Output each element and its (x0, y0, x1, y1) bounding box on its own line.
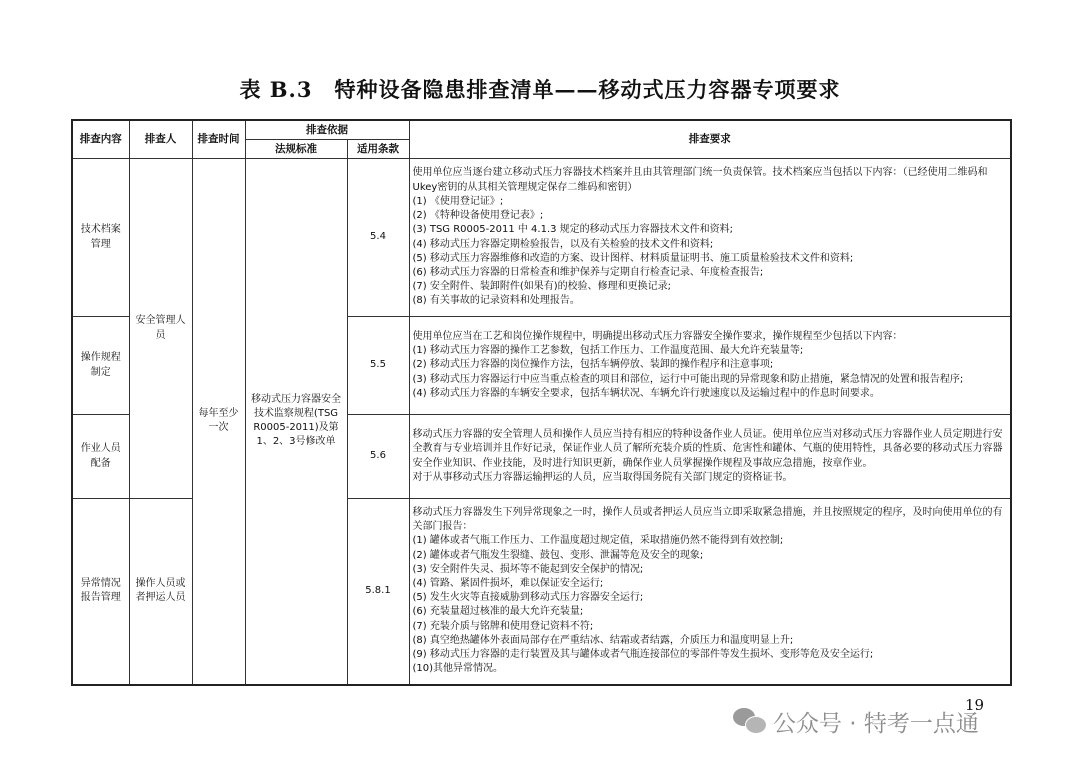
req-line: 对于从事移动式压力容器运输押运的人员，应当取得国务院有关部门规定的资格证书。 (412, 471, 793, 483)
req-line: 使用单位应当逐台建立移动式压力容器技术档案并且由其管理部门统一负责保管。技术档案应当包括以下内容：（已经使用二维码和Ukey密钥的从其相关管理规定保存二维码和密钥） (412, 167, 988, 193)
page-title: 表 B.3 特种设备隐患排查清单——移动式压力容器专项要求 (239, 77, 841, 102)
row-clause: 5.4 (347, 159, 409, 317)
row-requirement (409, 415, 1011, 499)
table-row (72, 159, 1011, 317)
row-content: 技术档案管理 (72, 159, 129, 317)
header-person: 排查人 (129, 120, 192, 159)
req-line: 移动式压力容器发生下列异常现象之一时，操作人员或者押运人员应当立即采取紧急措施，并且按照规定的程序，及时向使用单位的有关部门报告： (412, 507, 1003, 533)
row-requirement (409, 317, 1011, 415)
req-line: (1) 《使用登记证》; (412, 195, 504, 207)
row-regulation: 移动式压力容器安全技术监察规程(TSG R0005-2011)及第1、2、3号修改单 (245, 159, 347, 685)
row-content: 异常情况报告管理 (72, 499, 129, 685)
header-content: 排查内容 (72, 120, 129, 159)
row-requirement (409, 159, 1011, 317)
req-line: (6) 充装量超过核准的最大允许充装量; (412, 606, 584, 618)
row-clause: 5.5 (347, 317, 409, 415)
req-line: (1) 移动式压力容器的操作工艺参数，包括工作压力、工作温度范围、最大允许充装量等; (412, 345, 804, 357)
req-line: (7) 充装介质与铭牌和使用登记资料不符; (412, 620, 594, 632)
req-line: (9) 移动式压力容器的走行装置及其与罐体或者气瓶连接部位的零部件等发生损坏、变形等危及安全运行; (412, 649, 874, 661)
req-line: (10)其他异常情况。 (412, 663, 504, 675)
req-line: (8) 真空绝热罐体外表面局部存在严重结冰、结霜或者结露，介质压力和温度明显上升; (412, 634, 794, 646)
header-time: 排查时间 (192, 120, 245, 159)
header-regulation: 法规标准 (245, 140, 347, 159)
wechat-icon (733, 706, 767, 736)
watermark-text: 公众号 · 特考一点通 (773, 710, 979, 737)
req-line: (3) 安全附件失灵、损坏等不能起到安全保护的情况; (412, 563, 644, 575)
req-line: (4) 移动式压力容器定期检验报告，以及有关检验的技术文件和资料; (412, 238, 714, 250)
hazard-checklist-table (71, 119, 1012, 686)
page-number: 19 (965, 696, 985, 714)
header-requirement: 排查要求 (409, 120, 1011, 159)
req-line: (7) 安全附件、装卸附件(如果有)的校验、修理和更换记录; (412, 281, 672, 293)
watermark (733, 703, 979, 739)
req-line: (5) 发生火灾等直接威胁到移动式压力容器安全运行; (412, 592, 644, 604)
req-line: (2) 罐体或者气瓶发生裂缝、鼓包、变形、泄漏等危及安全的现象; (412, 549, 704, 561)
req-line: (1) 罐体或者气瓶工作压力、工作温度超过规定值，采取措施仍然不能得到有效控制; (412, 535, 784, 547)
req-line: (6) 移动式压力容器的日常检查和维护保养与定期自行检查记录、年度检查报告; (412, 266, 764, 278)
req-line: (3) TSG R0005-2011 中 4.1.3 规定的移动式压力容器技术文件和资料; (412, 224, 734, 236)
row-requirement (409, 499, 1011, 685)
row-clause: 5.8.1 (347, 499, 409, 685)
req-line: (4) 管路、紧固件损坏，难以保证安全运行; (412, 578, 604, 590)
row-person: 操作人员或者押运人员 (129, 499, 192, 685)
req-line: (3) 移动式压力容器运行中应当重点检查的项目和部位，运行中可能出现的异常现象和防止措施，紧急情况的处置和报告程序; (412, 373, 964, 385)
header-clause: 适用条款 (347, 140, 409, 159)
row-person: 安全管理人员 (129, 159, 192, 499)
row-clause: 5.6 (347, 415, 409, 499)
req-line: 移动式压力容器的安全管理人员和操作人员应当持有相应的特种设备作业人员证。使用单位应当对移动式压力容器作业人员定期进行安全教育与专业培训并且作好记录，保证作业人员了解所充装介质的性质、危害性和罐体、气瓶的使用特性，具备必要的移动式压力容器安全作业知识、作业技能，及时进行知识更新，确保作业人员掌握操作规程及事故应急措施，按章作业。 (412, 429, 1003, 469)
req-line: (8) 有关事故的记录资料和处理报告。 (412, 295, 580, 307)
req-line: (5) 移动式压力容器维修和改造的方案、设计图样、材料质量证明书、施工质量检验技术文件和资料; (412, 252, 854, 264)
row-time: 每年至少一次 (192, 159, 245, 685)
row-content: 操作规程制定 (72, 317, 129, 415)
req-line: 使用单位应当在工艺和岗位操作规程中，明确提出移动式压力容器安全操作要求，操作规程至少包括以下内容： (412, 330, 903, 342)
req-line: (2) 《特种设备使用登记表》; (412, 210, 544, 222)
header-basis: 排查依据 (245, 120, 409, 140)
req-line: (4) 移动式压力容器的车辆安全要求，包括车辆状况、车辆允许行驶速度以及运输过程中的作息时间要求。 (412, 387, 880, 399)
req-line: (2) 移动式压力容器的岗位操作方法，包括车辆停放、装卸的操作程序和注意事项; (412, 359, 774, 371)
row-content: 作业人员配备 (72, 415, 129, 499)
